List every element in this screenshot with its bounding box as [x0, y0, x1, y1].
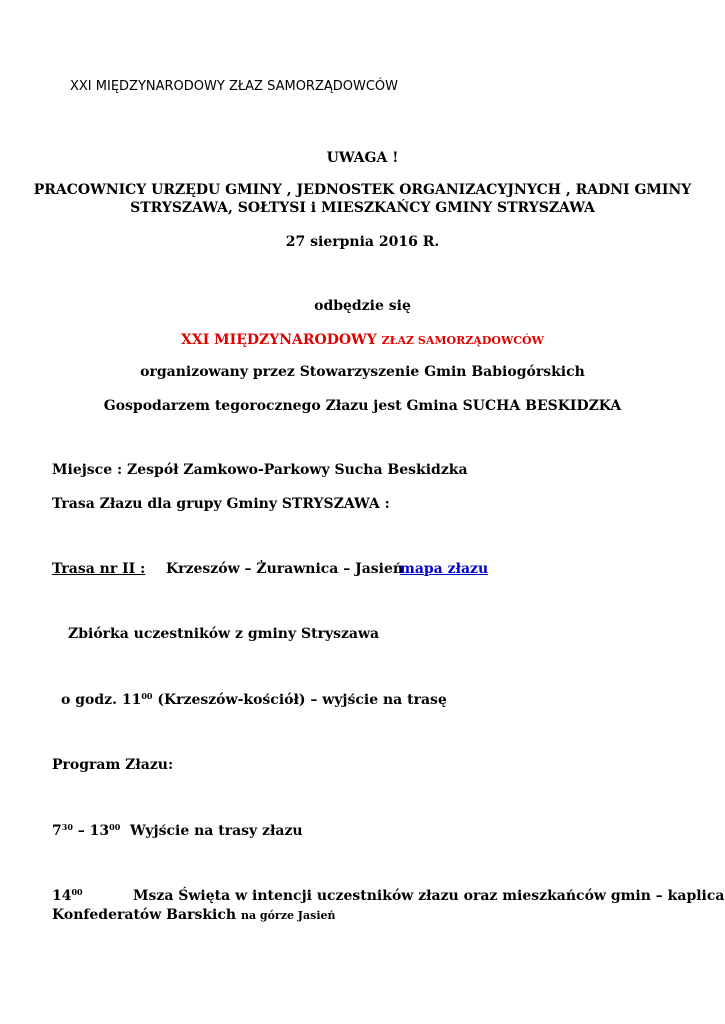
audience-line-1: PRACOWNICY URZĘDU GMINY , JEDNOSTEK ORGANIZACYJNYCH , RADNI GMINY	[33, 182, 692, 198]
item2-line2-small: na górze Jasień	[240, 909, 336, 922]
program-item-2-text-line-1: Msza Święta w intencji uczestników złazu oraz mieszkańców gmin – kaplica	[133, 888, 725, 904]
route-label: Trasa nr II :	[52, 561, 146, 577]
program-item-2-text-line-2	[52, 907, 336, 923]
meeting-time-prefix: o godz. 11	[61, 692, 142, 708]
gathering-line: Zbiórka uczestników z gminy Stryszawa	[68, 626, 380, 642]
item2-hour: 14	[52, 888, 72, 904]
item1-start-minutes: 30	[61, 822, 73, 832]
event-date: 27 sierpnia 2016 R.	[285, 234, 440, 250]
program-item-1-text: Wyjście na trasy złazu	[130, 823, 303, 839]
organizer-line: organizowany przez Stowarzyszenie Gmin Babiogórskich	[140, 364, 585, 380]
program-heading: Program Złazu:	[52, 757, 174, 773]
place-line: Miejsce : Zespół Zamkowo-Parkowy Sucha Beskidzka	[52, 462, 468, 478]
item1-end-minutes: 00	[109, 822, 121, 832]
route-path: Krzeszów – Żurawnica – Jasień	[166, 561, 404, 577]
item2-minutes: 00	[71, 887, 83, 897]
item2-line2-main: Konfederatów Barskich	[52, 907, 237, 923]
meeting-time-rest: (Krzeszów-kościół) – wyjście na trasę	[152, 692, 447, 708]
event-name-main: XXI MIĘDZYNARODOWY	[181, 332, 377, 348]
program-item-2-time	[52, 888, 83, 904]
item1-end: – 13	[72, 823, 110, 839]
event-name	[0, 332, 725, 348]
map-link[interactable]: mapa złazu	[400, 561, 489, 577]
will-take-place: odbędzie się	[314, 298, 411, 314]
host-line: Gospodarzem tegorocznego Złazu jest Gmina SUCHA BESKIDZKA	[103, 398, 622, 414]
route-intro: Trasa Złazu dla grupy Gminy STRYSZAWA :	[52, 496, 390, 512]
meeting-time-line	[61, 692, 447, 708]
program-item-1-time	[52, 823, 120, 839]
attention-heading: UWAGA !	[326, 150, 399, 166]
running-header: XXI MIĘDZYNARODOWY ZŁAZ SAMORZĄDOWCÓW	[70, 79, 399, 94]
meeting-time-minutes: 00	[141, 691, 153, 701]
item1-start: 7	[52, 823, 62, 839]
event-name-small: ZŁAZ SAMORZĄDOWCÓW	[381, 334, 544, 347]
audience-line-2: STRYSZAWA, SOŁTYSI i MIESZKAŃCY GMINY STRYSZAWA	[130, 200, 595, 216]
